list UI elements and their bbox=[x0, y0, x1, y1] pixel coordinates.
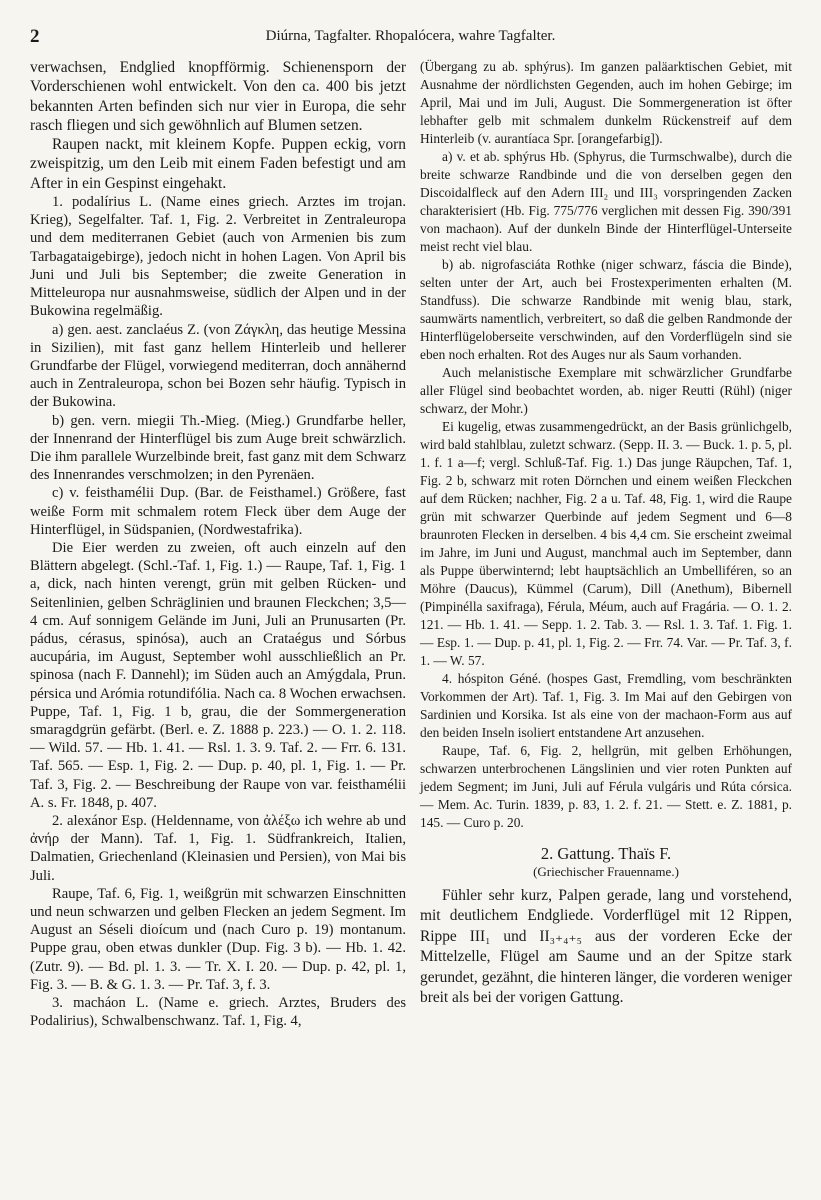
running-head: Diúrna, Tagfalter. Rhopalócera, wahre Tagfalter. bbox=[265, 28, 556, 44]
paragraph: b) gen. vern. miegii Th.-Mieg. (Mieg.) Grundfarbe heller, der Innenrand der Hinterflügel bis zum Auge breit schwärzlich. Die ihm parallele Wurzelbinde breit, fast ganz mit dem Schwarz des Innenrandes verschmolzen; in den Pyrenäen. bbox=[30, 412, 406, 484]
species-entry-podalirius: 1. podalírius L. (Name eines griech. Arztes im trojan. Krieg), Segelfalter. Taf. 1, Fig. 2. Verbreitet in Zentraleuropa und dem mediterranen Gebiet (auch von Armenien bis zum Tarbagataigebirge), jedoch nicht in hohen Lagen. Von April bis Juni und Juli bis September; die zweite Generation in Mitteleuropa nur ausnahmsweise, südlich der Alpen und in der Bukowina regelmäßig. bbox=[30, 194, 406, 320]
species-entry-machaon: 3. macháon L. (Name e. griech. Arztes, Bruders des Podalirius), Schwalbenschwanz. Taf. 1, Fig. 4, bbox=[30, 995, 406, 1030]
paragraph: a) gen. aest. zanclaéus Z. (von Ζάγκλη, das heutige Messina in Sizilien), mit fast ganz hellem Hinterleib und hellerer Grundfarbe der Flügel, vorwiegend mediterran, doch annähernd auch in Zentraleuropa, schon bei Bozen sehr häufig. Typisch in der Bukowina. bbox=[30, 321, 406, 411]
paragraph: Die Eier werden zu zweien, oft auch einzeln auf den Blättern abgelegt. (Schl.-Taf. 1, Fig. 1.) — Raupe, Taf. 1, Fig. 1 a, dick, nach hinten verengt, grün mit gelben Rücken- und Seitenlinien, gelben Schräglinien und braunen Fleckchen; 3,5—4 cm. Auf sonnigem Gelände im Juni, Juli an Prunusarten (Pr. pádus, cérasus, spinósa), auch an Crataégus und Sórbus aucupária, im August, September wohl ausschließlich an Pr. spinosa (nach F. Dannehl); im Süden auch an Amýgdala, Prun. pérsica und Arómia rotundifólia. Nach ca. 8 Wochen erwachsen. Puppe, Taf. 1, Fig. 1 b, grau, die der Sommergeneration smaragdgrün gefärbt. (Berl. e. Z. 1888 p. 223.) — O. 1. 2. 118. — Wild. 57. — Hb. 1. 41. — Rsl. 1. 3. 9. Taf. 2. — Frr. 6. 131. Taf. 565. — Esp. 1, Fig. 2. — Dup. p. 40, pl. 1, Fig. 1. — Pr. Taf. 3, Fig. 2. — Beschreibung der Raupe von var. feisthamélii A. s. Fr. 1848, p. 407. bbox=[30, 539, 406, 811]
paragraph: Raupen nackt, mit kleinem Kopfe. Puppen eckig, vorn zweispitzig, um den Leib mit einem Faden befestigt und am After in ein Gespinst eingehakt. bbox=[30, 136, 406, 192]
left-column bbox=[30, 58, 406, 1030]
paragraph: Raupe, Taf. 6, Fig. 1, weißgrün mit schwarzen Einschnitten und neun schwarzen und gelben Flecken an jedem Segment. Im August an Séseli dioícum und (nach Curo p. 19) montanum. Puppe grau, oben etwas dunkler (Dup. Fig. 3 b). — Hb. 1. 42. (Zutr. 9). — Bd. pl. 1. 3. — Tr. X. I. 20. — Dup. p. 42, pl. 1, Fig. 3. — B. & G. 1. 3. — Pr. Taf. 3, f. 3. bbox=[30, 885, 406, 993]
paragraph: Ei kugelig, etwas zusammengedrückt, an der Basis grünlichgelb, wird bald stahlblau, zuletzt schwarz. (Sepp. II. 3. — Buck. 1. p. 5, pl. 1. f. 1 a—f; vergl. Schluß-Taf. Fig. 1.) Das junge Räupchen, Taf. 1, Fig. 2 b, schwarz mit roten Dörnchen und einem weißen Fleckchen auf dem Rücken; nachher, Fig. 2 a u. Taf. 48, Fig. 1, wird die Raupe grün mit schwarzer Querbinde auf jedem Segment und 6—8 braunroten Flecken in derselben. 4 bis 4,4 cm. Sie erscheint zweimal im Jahre, im Juni und August, manchmal auch im September, dann als Puppe überwinternd; lebt hauptsächlich an Umbelliféren, so an Möhre (Daucus), Kümmel (Carum), Dill (Anethum), Bibernell (Pimpinélla saxifraga), Férula, Méum, auch auf Fragária. — O. 1. 2. 121. — Hb. 1. 41. — Sepp. 1. 2. Tab. 3. — Rsl. 1. 3. Taf. 1. Fig. 1. — Esp. 1. — Dup. p. 41, pl. 1, Fig. 2. — Frr. 74. Var. — Pr. Taf. 3, f. 1. — W. 57. bbox=[420, 419, 792, 668]
right-column bbox=[420, 58, 792, 1008]
paragraph: a) v. et ab. sphýrus Hb. (Sphyrus, die Turmschwalbe), durch die breite schwarze Randbinde und die von derselben gegen den Discoidalfleck auf den Adern III₂ und III₃ vorspringenden Zacken charakterisiert (Hb. Fig. 775/776 verglichen mit dessen Fig. 390/391 von machaon). Auf der dunkeln Binde der Hinterflügel-Unterseite meist recht viel blau. bbox=[420, 149, 792, 254]
paragraph: Raupe, Taf. 6, Fig. 2, hellgrün, mit gelben Erhöhungen, schwarzen unterbrochenen Längslinien und vier roten Punkten auf jedem Segment; im Juni, Juli auf Férula vulgáris und Rúta córsica. — Mem. Ac. Turin. 1839, p. 83, 1. 2. f. 21. — Stett. e. Z. 1881, p. 145. — Curo p. 20. bbox=[420, 743, 792, 830]
genus-subheading: (Griechischer Frauenname.) bbox=[533, 864, 679, 879]
genus-description: Fühler sehr kurz, Palpen gerade, lang und vorstehend, mit deutlichem Endgliede. Vorderflügel mit 12 Rippen, Rippe III₁ und II₃₊₄₊₅ aus der vorderen Ecke der Mittelzelle, Flügel am Saume und an der Spitze stark gerundet, gezähnt, die hinteren länger, die vorderen weniger breit als bei der vorigen Gattung. bbox=[420, 887, 792, 1007]
paragraph: verwachsen, Endglied knopfförmig. Schienensporn der Vorderschienen wohl entwickelt. Von den ca. 400 bis jetzt bekannten Arten befinden sich nur vier in Europa, die sehr rasch fliegen und sich gewöhnlich auf Blumen setzen. bbox=[30, 59, 406, 134]
paragraph: b) ab. nigrofasciáta Rothke (niger schwarz, fáscia die Binde), selten unter der Art, auch bei Frostexperimenten erhalten (M. Standfuss). Die schwarze Randbinde mit wenig blau, stark, saumwärts namentlich, verbreitert, so daß die gelben Randmonde der Hinterflügeloberseite verschwinden, auf den Vorderflügeln sind sie eben noch erhalten. Rot des Auges nur als Saum vorhanden. bbox=[420, 257, 792, 362]
page-header bbox=[30, 24, 791, 52]
page-number: 2 bbox=[30, 26, 40, 47]
paragraph: c) v. feisthamélii Dup. (Bar. de Feisthamel.) Größere, fast weiße Form mit schmalem rotem Fleck über dem Auge der Hinterflügel, in Südspanien, (Nordwestafrika). bbox=[30, 485, 406, 538]
species-entry-hospiton: 4. hóspiton Géné. (hospes Gast, Fremdling, vom beschränkten Vorkommen der Art). Taf. 1, Fig. 3. Im Mai auf den Gebirgen von Sardinien und Korsika. Ist als eine von der machaon-Form aus auf den beiden Inseln isoliert entstandene Art anzusehen. bbox=[420, 671, 792, 740]
genus-heading: 2. Gattung. Thaïs F. bbox=[540, 844, 672, 863]
species-entry-alexanor: 2. alexánor Esp. (Heldenname, von ἀλέξω ich wehre ab und ἀνήρ der Mann). Taf. 1, Fig. 1. Südfrankreich, Italien, Dalmatien, Griechenland (Kleinasien und Persien), von Mai bis Juli. bbox=[30, 812, 406, 884]
paragraph: Auch melanistische Exemplare mit schwärzlicher Grundfarbe aller Flügel sind beobachtet worden, ab. niger Reutti (Rühl) (niger schwarz, der Mohr.) bbox=[420, 365, 792, 416]
paragraph: (Übergang zu ab. sphýrus). Im ganzen paläarktischen Gebiet, mit Ausnahme der nördlichsten Gegenden, auch im hohen Gebirge; im April, Mai und im Juli, August. Die Sommergeneration ist öfter lebhafter gelb mit schmalem dunkelm Rückenstreif auf dem Hinterleib (v. aurantíaca Spr. [orangefarbig]). bbox=[420, 59, 792, 146]
